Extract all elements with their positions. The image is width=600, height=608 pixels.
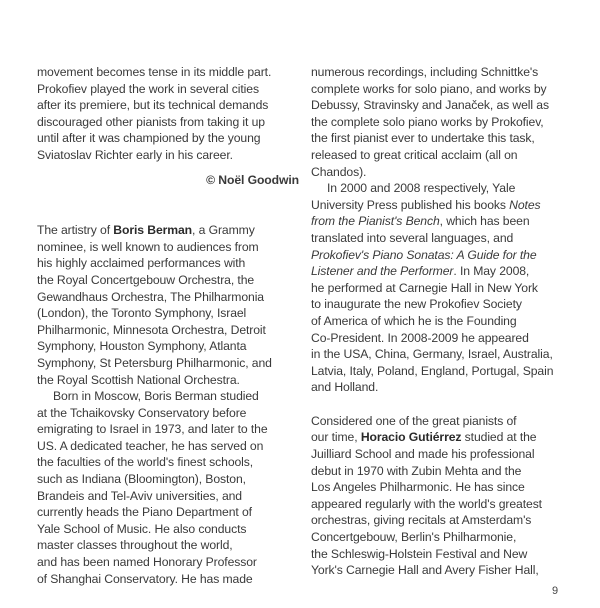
text-line: the Royal Concertgebouw Orchestra, the (37, 272, 255, 287)
text-line: master classes throughout the world, (37, 538, 233, 553)
intro-paragraph (37, 64, 299, 164)
text-line: York's Carnegie Hall and Avery Fisher Hall, (311, 563, 539, 578)
text-line: (London), the Toronto Symphony, Israel (37, 306, 247, 321)
text-span: our time, (311, 430, 361, 445)
berman-intro-paragraph (37, 222, 299, 388)
text-line: translated into several languages, and (311, 230, 514, 245)
text-line: Symphony, Houston Symphony, Atlanta (37, 339, 247, 354)
text-line (311, 197, 586, 214)
text-line: Brandeis and Tel-Aviv universities, and (37, 488, 242, 503)
text-line: until after it was championed by the young (37, 131, 261, 146)
text-line: Concertgebouw, Berlin's Philharmonie, (311, 530, 517, 545)
text-line: currently heads the Piano Department of (37, 505, 252, 520)
text-line: in the USA, China, Germany, Israel, Australia, (311, 347, 553, 362)
text-line: nominee, is well known to audiences from (37, 239, 259, 254)
book-title: from the Pianist's Bench (311, 214, 440, 229)
text-span: University Press published his books (311, 197, 510, 212)
text-line: Juilliard School and made his professional (311, 447, 535, 462)
text-line: discouraged other pianists from taking it up (37, 114, 265, 129)
text-span: , a Grammy (192, 223, 255, 238)
text-line: of America of which he is the Founding (311, 313, 517, 328)
text-span: , which has been (439, 214, 530, 229)
text-line: Debussy, Stravinsky and Janaček, as well as (311, 98, 549, 113)
text-line: he performed at Carnegie Hall in New York (311, 280, 538, 295)
text-line: and has been named Honorary Professor (37, 555, 257, 570)
text-line: at the Tchaikovsky Conservatory before (37, 405, 247, 420)
book-title: Prokofiev's Piano Sonatas: A Guide for the (311, 247, 537, 262)
text-line: Prokofiev played the work in several cities (37, 81, 259, 96)
text-line: orchestras, giving recitals at Amsterdam's (311, 513, 532, 528)
text-line: Born in Moscow, Boris Berman studied (53, 389, 259, 404)
artist-name-berman: Boris Berman (113, 223, 193, 238)
book-title: Listener and the Performer (311, 264, 454, 279)
text-span: The artistry of (37, 223, 114, 238)
text-line: and Holland. (311, 380, 379, 395)
berman-bio-paragraph (37, 388, 299, 587)
text-line: the faculties of the world's finest schools, (37, 455, 254, 470)
text-line: his highly acclaimed performances with (37, 256, 246, 271)
text-span: studied at the (461, 430, 537, 445)
text-line: movement becomes tense in its middle part. (37, 65, 272, 79)
text-line: the complete solo piano works by Prokofiev, (311, 114, 544, 129)
gutierrez-paragraph (311, 413, 586, 579)
text-line: such as Indiana (Bloomington), Boston, (37, 472, 246, 487)
text-line: US. A dedicated teacher, he has served on (37, 438, 264, 453)
books-paragraph (311, 180, 586, 396)
text-line (311, 429, 586, 446)
text-line (311, 247, 586, 264)
text-line (311, 213, 586, 230)
author-credit: © Noël Goodwin (206, 172, 299, 187)
right-column (311, 64, 586, 579)
text-line: debut in 1970 with Zubin Mehta and the (311, 463, 522, 478)
artist-name-gutierrez: Horacio Gutiérrez (360, 430, 462, 445)
text-line: of Shanghai Conservatory. He has made (37, 571, 253, 586)
text-line: Sviatoslav Richter early in his career. (37, 147, 233, 162)
text-line: emigrating to Israel in 1973, and later to the (37, 422, 268, 437)
text-line (37, 222, 299, 239)
text-span: . In May 2008, (453, 264, 530, 279)
text-line: to inaugurate the new Prokofiev Society (311, 297, 522, 312)
book-title: Notes (509, 197, 541, 212)
text-line: Los Angeles Philharmonic. He has since (311, 480, 525, 495)
text-line: Latvia, Italy, Poland, England, Portugal, Spain (311, 363, 554, 378)
text-line: the first pianist ever to undertake this task, (311, 131, 535, 146)
left-column (37, 64, 299, 587)
recordings-paragraph (311, 64, 586, 180)
text-line: released to great critical acclaim (all on (311, 147, 518, 162)
text-line: numerous recordings, including Schnittke's (311, 65, 539, 79)
text-line: Chandos). (311, 164, 367, 179)
text-line: the Schleswig-Holstein Festival and New (311, 546, 528, 561)
text-line: Yale School of Music. He also conducts (37, 521, 247, 536)
text-line: complete works for solo piano, and works by (311, 81, 547, 96)
text-line: Co-President. In 2008-2009 he appeared (311, 330, 529, 345)
text-line: In 2000 and 2008 respectively, Yale (327, 181, 516, 196)
page-number: 9 (552, 585, 559, 597)
text-line: Philharmonic, Minnesota Orchestra, Detroit (37, 322, 266, 337)
text-line: Considered one of the great pianists of (311, 413, 517, 428)
text-line (311, 263, 586, 280)
text-line: Symphony, St Petersburg Philharmonic, and (37, 355, 272, 370)
text-line: the Royal Scottish National Orchestra. (37, 372, 240, 387)
text-line: Gewandhaus Orchestra, The Philharmonia (37, 289, 264, 304)
text-line: after its premiere, but its technical demands (37, 98, 269, 113)
text-line: appeared regularly with the world's greatest (311, 496, 542, 511)
